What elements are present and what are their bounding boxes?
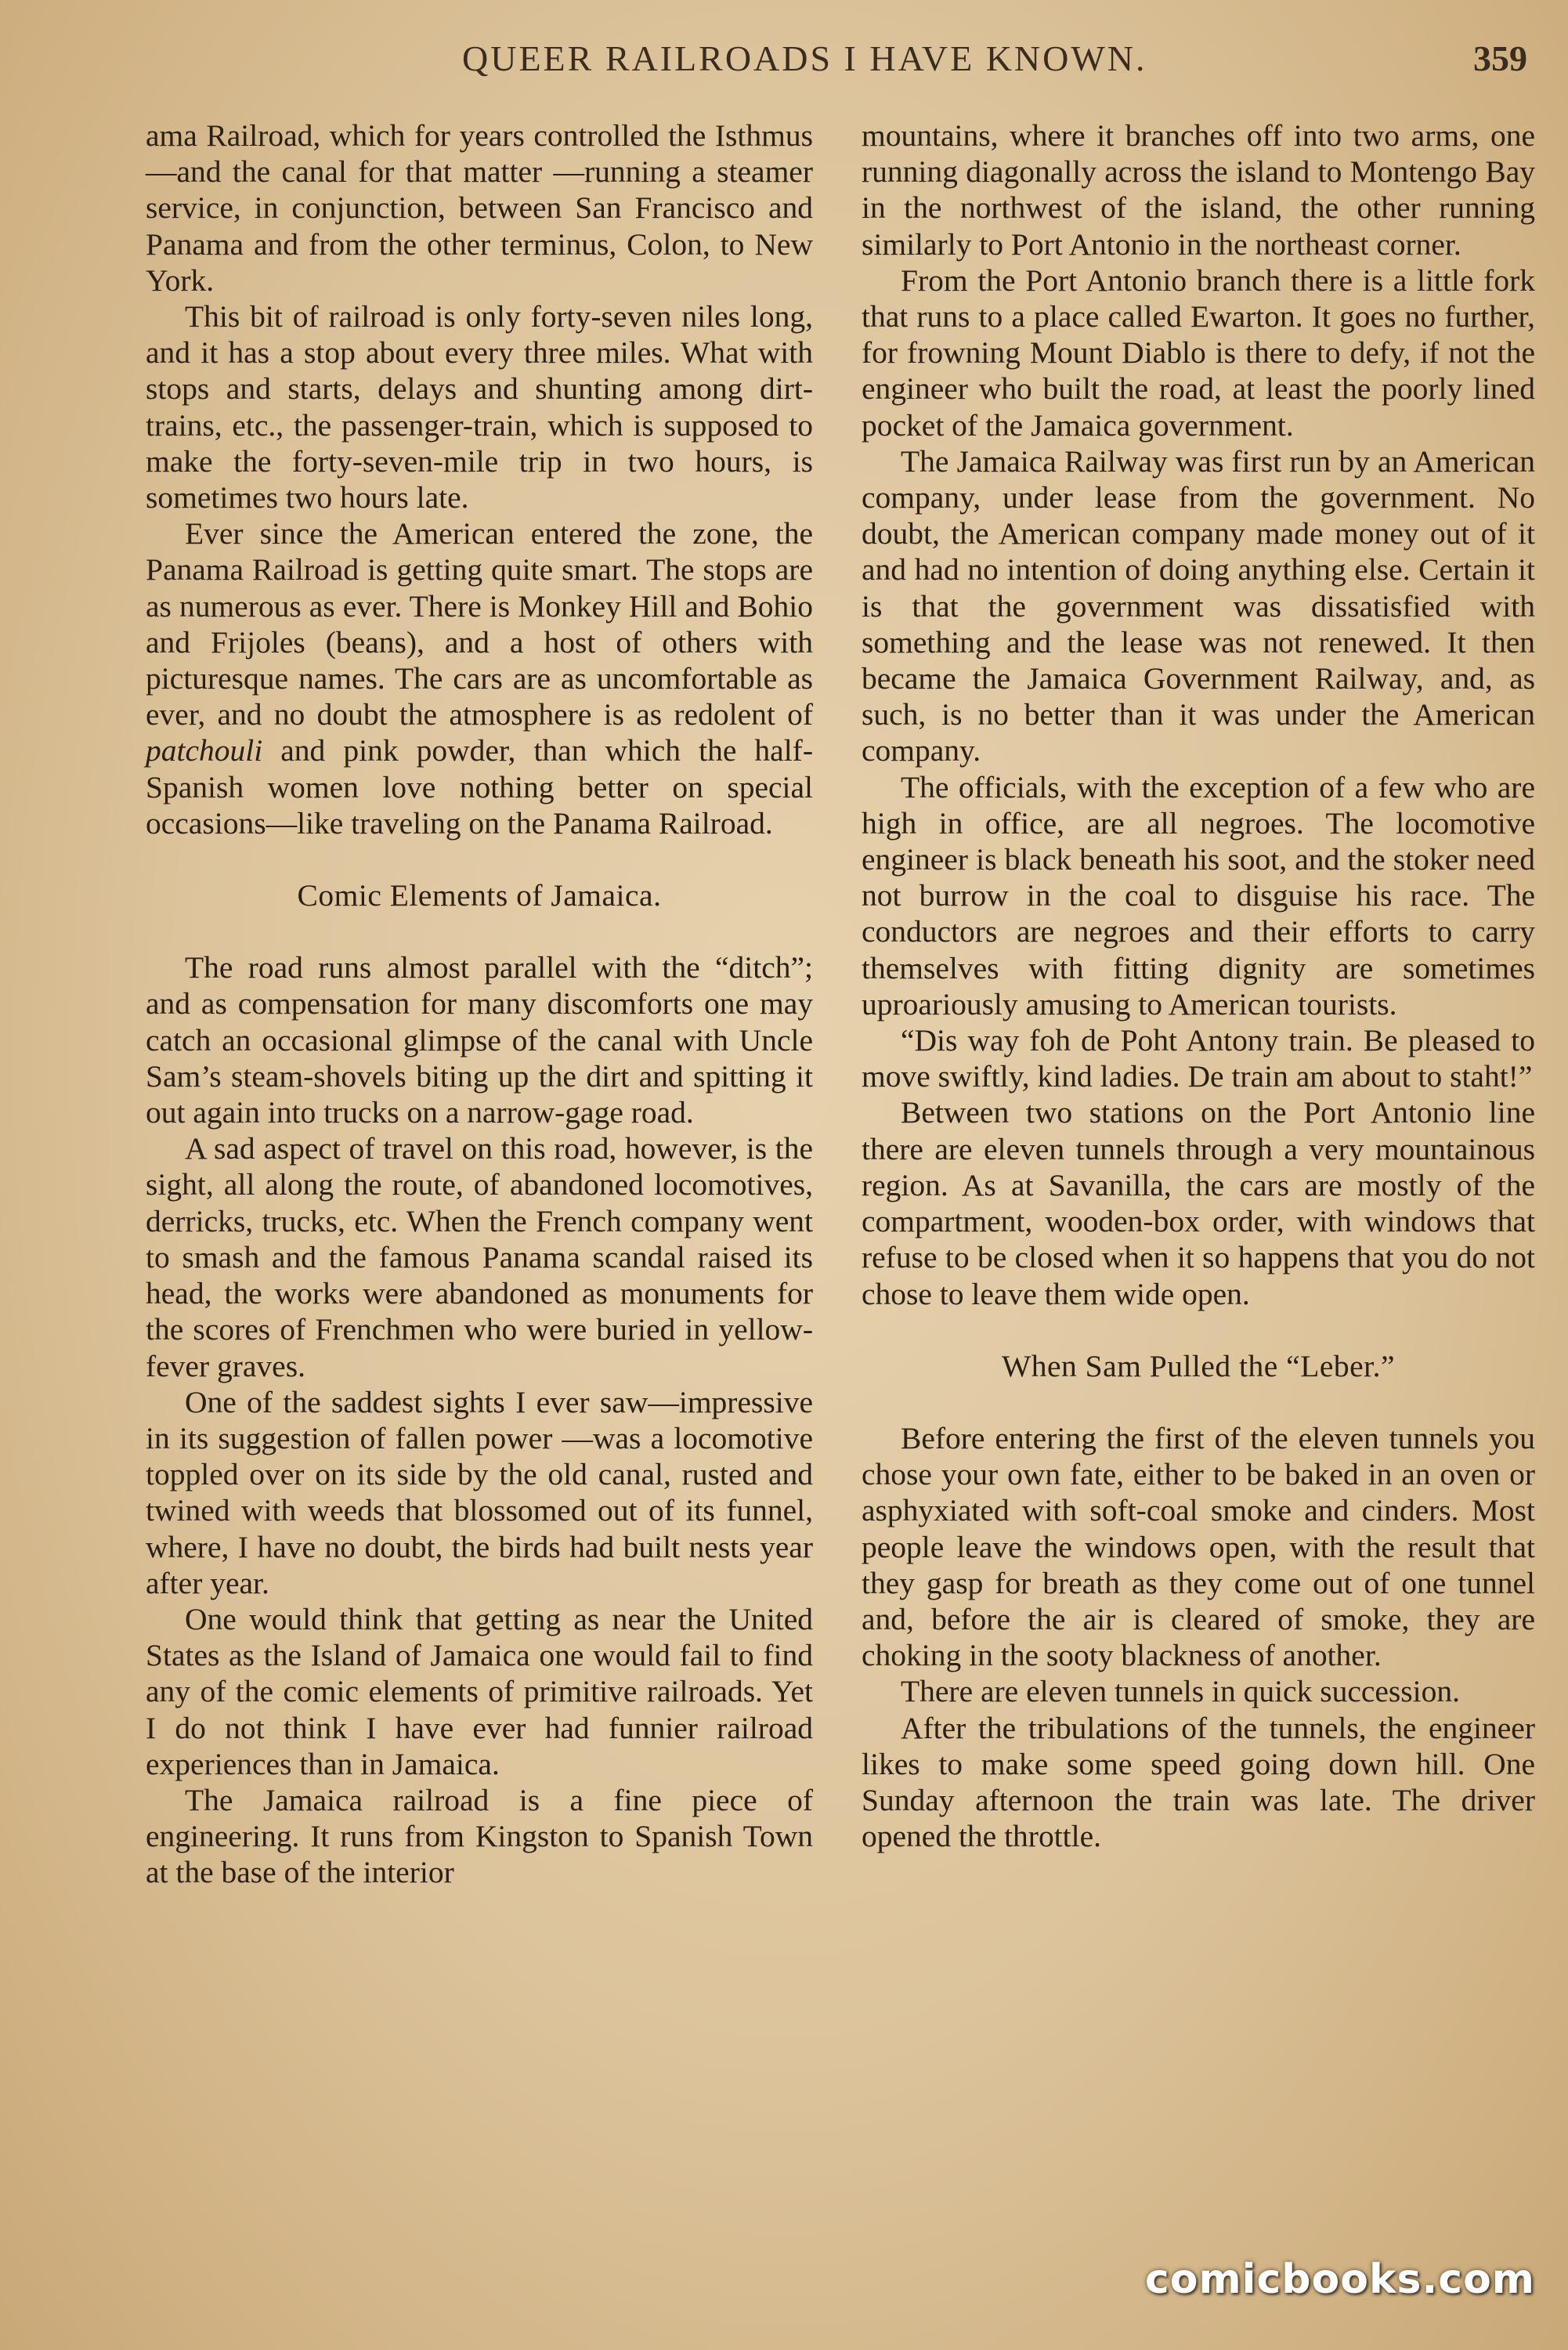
section-heading: Comic Elements of Jamaica. [297,878,662,913]
paragraph: From the Port Antonio branch there is a little fork that runs to a place called Ewarton. It goes no further, for frowning Mount Diablo is there to defy, if not the engineer who built the road, at least the poorly lined pocket of the Jamaica government. [862,262,1535,443]
paragraph: ama Railroad, which for years controlled the Isthmus—and the canal for that matter —running a steamer service, in conjunction, between San Francisco and Panama and from the other terminus, Colon, to New York. [146,118,813,298]
paragraph: The Jamaica railroad is a fine piece of engineering. It runs from Kingston to Spanish Town at the base of the interior [146,1782,813,1890]
left-column [146,118,813,1891]
paragraph: A sad aspect of travel on this road, however, is the sight, all along the route, of abandoned locomotives, derricks, trucks, etc. When the French company went to smash and the famous Panama scandal raised its head, the works were abandoned as monuments for the scores of Frenchmen who were buried in yellow-fever graves. [146,1131,813,1383]
paragraph: This bit of railroad is only forty-seven niles long, and it has a stop about every three miles. What with stops and starts, delays and shunting among dirt-trains, etc., the passenger-train, which is supposed to make the forty-seven-mile trip in two hours, is sometimes two hours late. [146,299,813,515]
running-title: QUEER RAILROADS I HAVE KNOWN. [462,38,1147,78]
paragraph [146,515,813,841]
paragraph: One would think that getting as near the United States as the Island of Jamaica one would fail to find any of the comic elements of primitive railroads. Yet I do not think I have ever had funnier railroad experiences than in Jamaica. [146,1601,813,1781]
paragraph-text: Ever since the American entered the zone, the Panama Railroad is getting quite smart. The stops are as numerous as ever. There is Monkey Hill and Bohio and Frijoles (beans), and a host of others with picturesque names. The cars are as uncomfortable as ever, and no doubt the atmosphere is as redolent of [146,516,813,732]
paragraph: The road runs almost parallel with the “ditch”; and as compensation for many discomforts one may catch an occasional glimpse of the canal with Uncle Sam’s steam-shovels biting up the dirt and spitting it out again into trucks on a narrow-gage road. [146,950,813,1130]
paragraph: Between two stations on the Port Antonio line there are eleven tunnels through a very mountainous region. As at Savanilla, the cars are mostly of the compartment, wooden-box order, with windows that refuse to be closed when it so happens that you do not chose to leave them wide open. [862,1095,1535,1311]
section-heading: When Sam Pulled the “Leber.” [1001,1348,1396,1383]
paragraph: The officials, with the exception of a few who are high in office, are all negroes. The locomotive engineer is black beneath his soot, and the stoker need not burrow in the coal to disguise his race. The conductors are negroes and their efforts to carry themselves with fitting dignity are sometimes uproariously amusing to American tourists. [862,769,1535,1021]
page-number: 359 [1473,38,1527,78]
paragraph: After the tribulations of the tunnels, the engineer likes to make some speed going down hill. One Sunday afternoon the train was late. The driver opened the throttle. [862,1710,1535,1854]
paragraph: mountains, where it branches off into two arms, one running diagonally across the island to Montengo Bay in the northwest of the island, the other running similarly to Port Antonio in the northeast corner. [862,118,1535,262]
paragraph: “Dis way foh de Poht Antony train. Be pleased to move swiftly, kind ladies. De train am about to staht!” [862,1023,1535,1094]
paragraph: There are eleven tunnels in quick succession. [901,1674,1461,1709]
paragraph: One of the saddest sights I ever saw—impressive in its suggestion of fallen power —was a locomotive toppled over on its side by the old canal, rusted and twined with weeds that blossomed out of its funnel, where, I have no doubt, the birds had built nests year after year. [146,1384,813,1600]
running-header [0,38,1568,92]
watermark-logo: comicbooks.com [1144,2256,1535,2303]
right-column [862,118,1535,1854]
paragraph: The Jamaica Railway was first run by an American company, under lease from the government. No doubt, the American company made money out of it and had no intention of doing anything else. Certain it is that the government was dissatisfied with something and the lease was not renewed. It then became the Jamaica Government Railway, and, as such, is no better than it was under the American company. [862,443,1535,768]
paragraph: Before entering the first of the eleven tunnels you chose your own fate, either to be baked in an oven or asphyxiated with soft-coal smoke and cinders. Most people leave the windows open, with the result that they gasp for breath as they come out of one tunnel and, before the air is cleared of smoke, they are choking in the sooty blackness of another. [862,1420,1535,1673]
italic-word: patchouli [146,733,263,768]
paragraph-text: and pink powder, than which the half-Spanish women love nothing better on special occasions—like traveling on the Panama Railroad. [146,733,813,841]
